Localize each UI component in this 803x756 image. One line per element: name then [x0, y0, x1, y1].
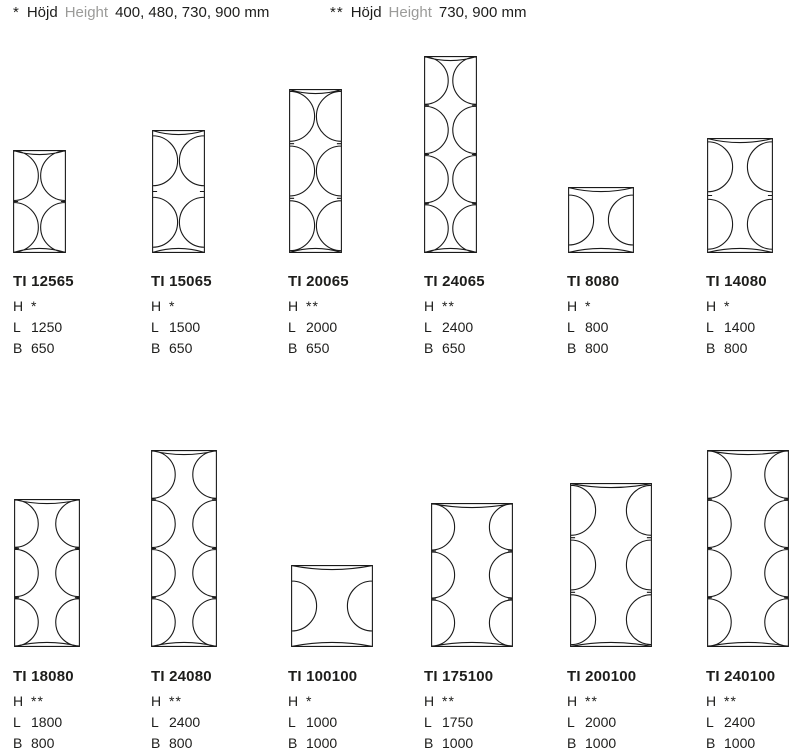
height-row	[288, 691, 357, 712]
height-note: **	[169, 693, 182, 709]
width-row	[151, 338, 212, 359]
model-name: TI 18080	[13, 668, 74, 685]
model-name: TI 100100	[288, 668, 358, 685]
height-note: *	[31, 298, 38, 314]
width-row	[567, 338, 619, 359]
height-row	[151, 691, 212, 712]
model-name: TI 15065	[151, 273, 212, 290]
width-row	[13, 733, 74, 754]
height-row	[567, 296, 619, 317]
length-label: L	[151, 714, 159, 730]
height-label: H	[13, 693, 24, 709]
table-top-view-drawing	[707, 450, 789, 647]
length-row	[288, 317, 349, 338]
width-label: B	[13, 735, 23, 751]
length-label: L	[424, 319, 432, 335]
height-row	[424, 691, 493, 712]
width-label: B	[288, 340, 298, 356]
width-value: 800	[169, 735, 193, 751]
width-row	[288, 733, 357, 754]
table-specs	[706, 274, 767, 359]
model-name: TI 240100	[706, 668, 776, 685]
footnote-height-values: 400, 480, 730, 900 mm	[115, 4, 270, 21]
table-outline-and-seats	[569, 188, 634, 253]
width-label: B	[424, 340, 434, 356]
table-outline-and-seats	[708, 139, 773, 253]
height-row	[13, 691, 74, 712]
height-label: H	[567, 693, 578, 709]
height-note: **	[442, 693, 455, 709]
width-label: B	[567, 735, 577, 751]
height-row	[151, 296, 212, 317]
table-outline-and-seats	[292, 566, 373, 647]
length-label: L	[706, 714, 714, 730]
length-row	[151, 712, 212, 733]
height-row	[706, 691, 775, 712]
height-note: *	[169, 298, 176, 314]
length-value: 1800	[31, 714, 63, 730]
footnote-term-swedish: Höjd	[350, 4, 382, 21]
length-value: 2000	[585, 714, 617, 730]
height-label: H	[151, 298, 162, 314]
model-name: TI 14080	[706, 273, 767, 290]
length-row	[424, 317, 485, 338]
width-value: 1000	[724, 735, 756, 751]
length-value: 1000	[306, 714, 338, 730]
table-specs	[288, 669, 357, 754]
height-label: H	[706, 693, 717, 709]
height-note: **	[306, 298, 319, 314]
width-row	[706, 733, 775, 754]
length-value: 1750	[442, 714, 474, 730]
height-label: H	[424, 298, 435, 314]
length-row	[13, 317, 74, 338]
model-name: TI 24080	[151, 668, 212, 685]
width-row	[424, 338, 485, 359]
width-row	[424, 733, 493, 754]
table-outline-and-seats	[153, 131, 205, 253]
model-name: TI 12565	[13, 273, 74, 290]
length-label: L	[13, 319, 21, 335]
height-label: H	[424, 693, 435, 709]
width-value: 650	[306, 340, 330, 356]
length-value: 1500	[169, 319, 201, 335]
footnote-term-english: Height	[64, 4, 109, 21]
model-name: TI 8080	[567, 273, 620, 290]
width-value: 1000	[306, 735, 338, 751]
width-value: 1000	[442, 735, 474, 751]
length-row	[151, 317, 212, 338]
table-specs	[151, 274, 212, 359]
length-row	[706, 317, 767, 338]
width-row	[13, 338, 74, 359]
height-note: **	[724, 693, 737, 709]
height-row	[288, 296, 349, 317]
table-outline-and-seats	[152, 451, 217, 647]
length-label: L	[13, 714, 21, 730]
table-outline-and-seats	[708, 451, 789, 647]
table-specs	[567, 274, 619, 359]
width-row	[706, 338, 767, 359]
height-row	[13, 296, 74, 317]
height-row	[706, 296, 767, 317]
length-label: L	[151, 319, 159, 335]
height-note: *	[724, 298, 731, 314]
footnote-double-star	[330, 4, 526, 22]
width-value: 800	[585, 340, 609, 356]
table-outline-and-seats	[290, 90, 342, 253]
table-specs	[706, 669, 775, 754]
table-top-view-drawing	[152, 130, 205, 253]
length-label: L	[288, 714, 296, 730]
footnote-single-star	[13, 4, 269, 22]
height-label: H	[706, 298, 717, 314]
width-row	[288, 338, 349, 359]
height-label: H	[288, 693, 299, 709]
height-label: H	[151, 693, 162, 709]
table-top-view-drawing	[431, 503, 513, 647]
length-label: L	[288, 319, 296, 335]
length-row	[706, 712, 775, 733]
length-value: 2000	[306, 319, 338, 335]
model-name: TI 20065	[288, 273, 349, 290]
length-row	[567, 317, 619, 338]
height-label: H	[13, 298, 24, 314]
length-label: L	[567, 714, 575, 730]
table-specs	[13, 669, 74, 754]
width-label: B	[706, 340, 716, 356]
width-value: 650	[442, 340, 466, 356]
length-row	[13, 712, 74, 733]
table-top-view-drawing	[707, 138, 773, 253]
table-outline-and-seats	[15, 500, 80, 647]
model-name: TI 200100	[567, 668, 637, 685]
width-label: B	[424, 735, 434, 751]
table-outline-and-seats	[14, 151, 66, 253]
footnote-term-english: Height	[388, 4, 432, 21]
model-name: TI 175100	[424, 668, 494, 685]
height-row	[567, 691, 636, 712]
length-label: L	[424, 714, 432, 730]
width-label: B	[706, 735, 716, 751]
footnote-height-values: 730, 900 mm	[438, 4, 527, 21]
height-label: H	[288, 298, 299, 314]
length-value: 2400	[442, 319, 474, 335]
table-top-view-drawing	[291, 565, 373, 647]
height-note: **	[442, 298, 455, 314]
table-outline-and-seats	[432, 504, 513, 647]
table-specs	[13, 274, 74, 359]
length-label: L	[706, 319, 714, 335]
width-row	[567, 733, 636, 754]
table-specs	[424, 274, 485, 359]
length-row	[424, 712, 493, 733]
height-note: *	[585, 298, 592, 314]
table-top-view-drawing	[151, 450, 217, 647]
width-label: B	[13, 340, 23, 356]
length-value: 2400	[724, 714, 756, 730]
width-label: B	[567, 340, 577, 356]
double-asterisk-symbol: **	[330, 4, 344, 21]
length-row	[567, 712, 636, 733]
width-row	[151, 733, 212, 754]
table-specs	[288, 274, 349, 359]
height-label: H	[567, 298, 578, 314]
height-row	[424, 296, 485, 317]
length-value: 2400	[169, 714, 201, 730]
length-row	[288, 712, 357, 733]
length-value: 800	[585, 319, 609, 335]
width-value: 650	[169, 340, 193, 356]
width-label: B	[151, 735, 161, 751]
footnote-term-swedish: Höjd	[26, 4, 58, 21]
table-specs	[424, 669, 493, 754]
asterisk-symbol: *	[13, 4, 20, 21]
width-value: 800	[724, 340, 748, 356]
length-value: 1250	[31, 319, 63, 335]
table-specs	[151, 669, 212, 754]
table-top-view-drawing	[13, 150, 66, 253]
table-top-view-drawing	[289, 89, 342, 253]
height-note: **	[585, 693, 598, 709]
height-note: **	[31, 693, 44, 709]
height-note: *	[306, 693, 313, 709]
width-value: 1000	[585, 735, 617, 751]
table-top-view-drawing	[424, 56, 477, 253]
width-value: 800	[31, 735, 55, 751]
width-label: B	[288, 735, 298, 751]
table-outline-and-seats	[571, 484, 652, 647]
width-value: 650	[31, 340, 55, 356]
table-top-view-drawing	[570, 483, 652, 647]
model-name: TI 24065	[424, 273, 485, 290]
table-specs	[567, 669, 636, 754]
table-outline-and-seats	[425, 57, 477, 253]
width-label: B	[151, 340, 161, 356]
length-value: 1400	[724, 319, 756, 335]
length-label: L	[567, 319, 575, 335]
table-top-view-drawing	[14, 499, 80, 647]
table-top-view-drawing	[568, 187, 634, 253]
